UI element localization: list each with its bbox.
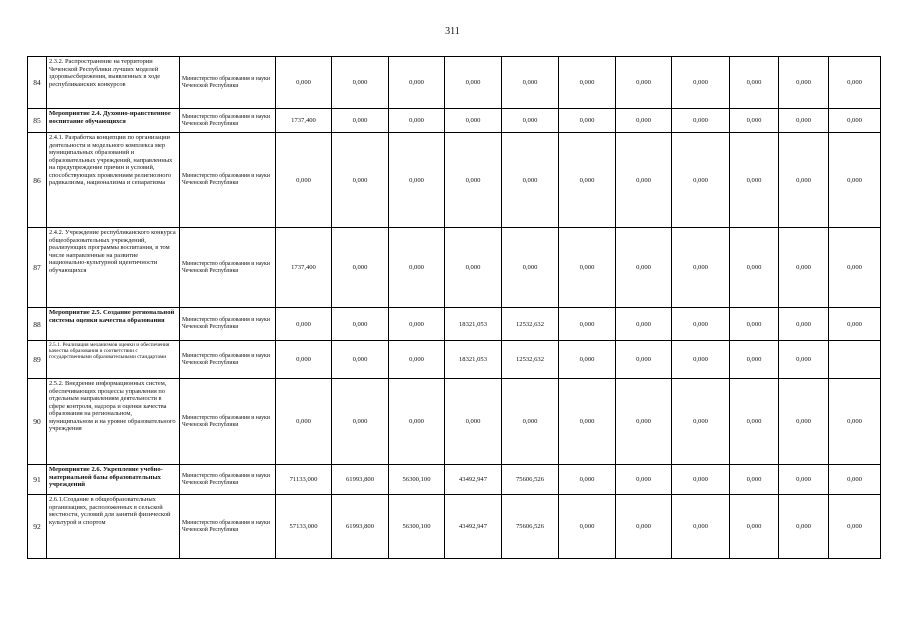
responsible-organization: Министерство образования и науки Чеченской Республики	[180, 133, 276, 228]
funding-value: 0,000	[730, 228, 779, 308]
funding-value: 0,000	[276, 133, 332, 228]
activity-description: 2.6.1.Создание в общеобразовательных организациях, расположенных в сельской местности, условий для занятий физической культурой и спортом	[47, 495, 180, 559]
funding-value: 0,000	[276, 379, 332, 465]
funding-value: 0,000	[616, 228, 672, 308]
funding-value: 0,000	[672, 228, 730, 308]
funding-value: 0,000	[616, 465, 672, 495]
funding-value: 0,000	[559, 341, 616, 379]
funding-value: 71133,000	[276, 465, 332, 495]
funding-value: 0,000	[730, 133, 779, 228]
activity-description: 2.4.1. Разработка концепции по организации деятельности и модельного комплекса мер муниципальных образований и образовательных учреждений, направленных на предупреждение причин и условий, способствующих проявлениям религиозного радикализма, национализма и сепаратизма	[47, 133, 180, 228]
funding-value: 0,000	[332, 133, 389, 228]
funding-value: 0,000	[445, 57, 502, 109]
responsible-organization: Министерство образования и науки Чеченской Республики	[180, 341, 276, 379]
funding-value: 0,000	[616, 495, 672, 559]
funding-value: 0,000	[502, 109, 559, 133]
funding-value: 0,000	[389, 379, 445, 465]
funding-value: 0,000	[779, 465, 829, 495]
funding-value: 0,000	[276, 308, 332, 341]
funding-value: 0,000	[829, 308, 881, 341]
funding-value: 0,000	[779, 308, 829, 341]
funding-value: 75606,526	[502, 495, 559, 559]
funding-value: 0,000	[559, 109, 616, 133]
row-number: 86	[28, 133, 47, 228]
funding-value: 0,000	[829, 495, 881, 559]
funding-value: 0,000	[672, 133, 730, 228]
funding-value: 0,000	[672, 495, 730, 559]
responsible-organization: Министерство образования и науки Чеченской Республики	[180, 379, 276, 465]
funding-value: 0,000	[730, 495, 779, 559]
activity-description: 2.5.2. Внедрение информационных систем, обеспечивающих процессы управления по отдельным направлениям деятельности в сфере контроля, надзора и оценки качества образования на региональном, муниципальном и на уровне образовательного учреждения	[47, 379, 180, 465]
table-row	[28, 109, 881, 133]
responsible-organization: Министерство образования и науки Чеченской Республики	[180, 465, 276, 495]
funding-value: 1737,400	[276, 109, 332, 133]
funding-value: 75606,526	[502, 465, 559, 495]
funding-value: 0,000	[559, 308, 616, 341]
funding-value: 0,000	[779, 133, 829, 228]
funding-value: 0,000	[559, 495, 616, 559]
funding-value: 0,000	[502, 57, 559, 109]
table-row	[28, 57, 881, 109]
table-row	[28, 379, 881, 465]
funding-value: 12532,632	[502, 341, 559, 379]
funding-value: 0,000	[559, 133, 616, 228]
funding-value: 0,000	[389, 308, 445, 341]
funding-value: 0,000	[332, 379, 389, 465]
row-number: 92	[28, 495, 47, 559]
funding-value: 0,000	[672, 465, 730, 495]
funding-value: 0,000	[829, 133, 881, 228]
funding-value: 0,000	[779, 495, 829, 559]
funding-value: 1737,400	[276, 228, 332, 308]
table-row	[28, 465, 881, 495]
funding-value: 0,000	[829, 109, 881, 133]
funding-value: 0,000	[502, 379, 559, 465]
responsible-organization: Министерство образования и науки Чеченской Республики	[180, 57, 276, 109]
funding-value: 0,000	[502, 228, 559, 308]
responsible-organization: Министерство образования и науки Чеченской Республики	[180, 228, 276, 308]
funding-value: 56300,100	[389, 495, 445, 559]
funding-value: 0,000	[672, 379, 730, 465]
funding-value: 0,000	[616, 379, 672, 465]
funding-value: 0,000	[502, 133, 559, 228]
row-number: 87	[28, 228, 47, 308]
funding-value: 0,000	[829, 57, 881, 109]
table-row	[28, 308, 881, 341]
funding-value: 61993,800	[332, 495, 389, 559]
funding-value: 0,000	[829, 379, 881, 465]
funding-value: 0,000	[276, 57, 332, 109]
funding-value: 0,000	[389, 109, 445, 133]
funding-value: 0,000	[672, 109, 730, 133]
responsible-organization: Министерство образования и науки Чеченской Республики	[180, 109, 276, 133]
funding-value: 0,000	[616, 308, 672, 341]
funding-value: 0,000	[389, 133, 445, 228]
funding-value: 0,000	[332, 109, 389, 133]
funding-value	[829, 341, 881, 379]
funding-value: 57133,000	[276, 495, 332, 559]
funding-value: 0,000	[730, 57, 779, 109]
table-row	[28, 228, 881, 308]
activity-description: 2.4.2. Учреждение республиканского конкурса общеобразовательных учреждений, реализующих программы воспитания, в том числе направленные на развитие национально-культурной идентичности обучающихся	[47, 228, 180, 308]
funding-value: 0,000	[332, 308, 389, 341]
funding-value: 0,000	[672, 308, 730, 341]
funding-value: 18321,053	[445, 341, 502, 379]
funding-value: 0,000	[389, 341, 445, 379]
funding-value: 0,000	[445, 109, 502, 133]
table-row	[28, 341, 881, 379]
activity-description: Мероприятие 2.4. Духовно-нравственное воспитание обучающихся	[47, 109, 180, 133]
funding-value: 0,000	[559, 57, 616, 109]
row-number: 88	[28, 308, 47, 341]
funding-value: 0,000	[389, 57, 445, 109]
funding-value: 0,000	[616, 341, 672, 379]
funding-value: 0,000	[332, 341, 389, 379]
funding-value: 0,000	[445, 133, 502, 228]
funding-value: 0,000	[829, 465, 881, 495]
row-number: 90	[28, 379, 47, 465]
funding-value: 0,000	[445, 379, 502, 465]
table-row	[28, 495, 881, 559]
row-number: 84	[28, 57, 47, 109]
activity-description: Мероприятие 2.6. Укрепление учебно-материальной базы образовательных учреждений	[47, 465, 180, 495]
funding-value: 0,000	[672, 57, 730, 109]
funding-value: 0,000	[779, 228, 829, 308]
funding-value: 0,000	[559, 379, 616, 465]
funding-value: 0,000	[332, 228, 389, 308]
funding-value: 0,000	[730, 109, 779, 133]
funding-value: 43492,947	[445, 495, 502, 559]
page-number: 311	[445, 26, 460, 37]
funding-value: 0,000	[730, 465, 779, 495]
funding-value: 0,000	[559, 465, 616, 495]
funding-value: 0,000	[730, 308, 779, 341]
funding-value: 18321,053	[445, 308, 502, 341]
funding-value: 0,000	[730, 379, 779, 465]
responsible-organization: Министерство образования и науки Чеченской Республики	[180, 308, 276, 341]
funding-value: 43492,947	[445, 465, 502, 495]
funding-value: 0,000	[779, 109, 829, 133]
row-number: 91	[28, 465, 47, 495]
funding-value: 56300,100	[389, 465, 445, 495]
funding-value: 0,000	[779, 57, 829, 109]
funding-value: 0,000	[559, 228, 616, 308]
funding-value: 0,000	[616, 57, 672, 109]
table-body	[28, 57, 881, 559]
funding-value: 12532,632	[502, 308, 559, 341]
funding-value: 0,000	[616, 133, 672, 228]
table-row	[28, 133, 881, 228]
row-number: 85	[28, 109, 47, 133]
funding-value: 0,000	[332, 57, 389, 109]
funding-value: 61993,800	[332, 465, 389, 495]
funding-value: 0,000	[389, 228, 445, 308]
funding-value: 0,000	[730, 341, 779, 379]
activity-description: 2.5.1. Реализация механизмов оценки и обеспечения качества образования в соответствии с государственными образовательными стандартами	[47, 341, 180, 379]
activity-description: 2.3.2. Распространение на территории Чеченской Республики лучших моделей здоровьесбережения, выявленных в ходе республиканских конкурсов	[47, 57, 180, 109]
funding-value: 0,000	[276, 341, 332, 379]
funding-value: 0,000	[779, 379, 829, 465]
funding-value: 0,000	[672, 341, 730, 379]
responsible-organization: Министерство образования и науки Чеченской Республики	[180, 495, 276, 559]
funding-value: 0,000	[829, 228, 881, 308]
funding-value: 0,000	[779, 341, 829, 379]
funding-value: 0,000	[445, 228, 502, 308]
budget-table	[27, 56, 881, 559]
activity-description: Мероприятие 2.5. Создание региональной системы оценки качества образования	[47, 308, 180, 341]
row-number: 89	[28, 341, 47, 379]
funding-value: 0,000	[616, 109, 672, 133]
